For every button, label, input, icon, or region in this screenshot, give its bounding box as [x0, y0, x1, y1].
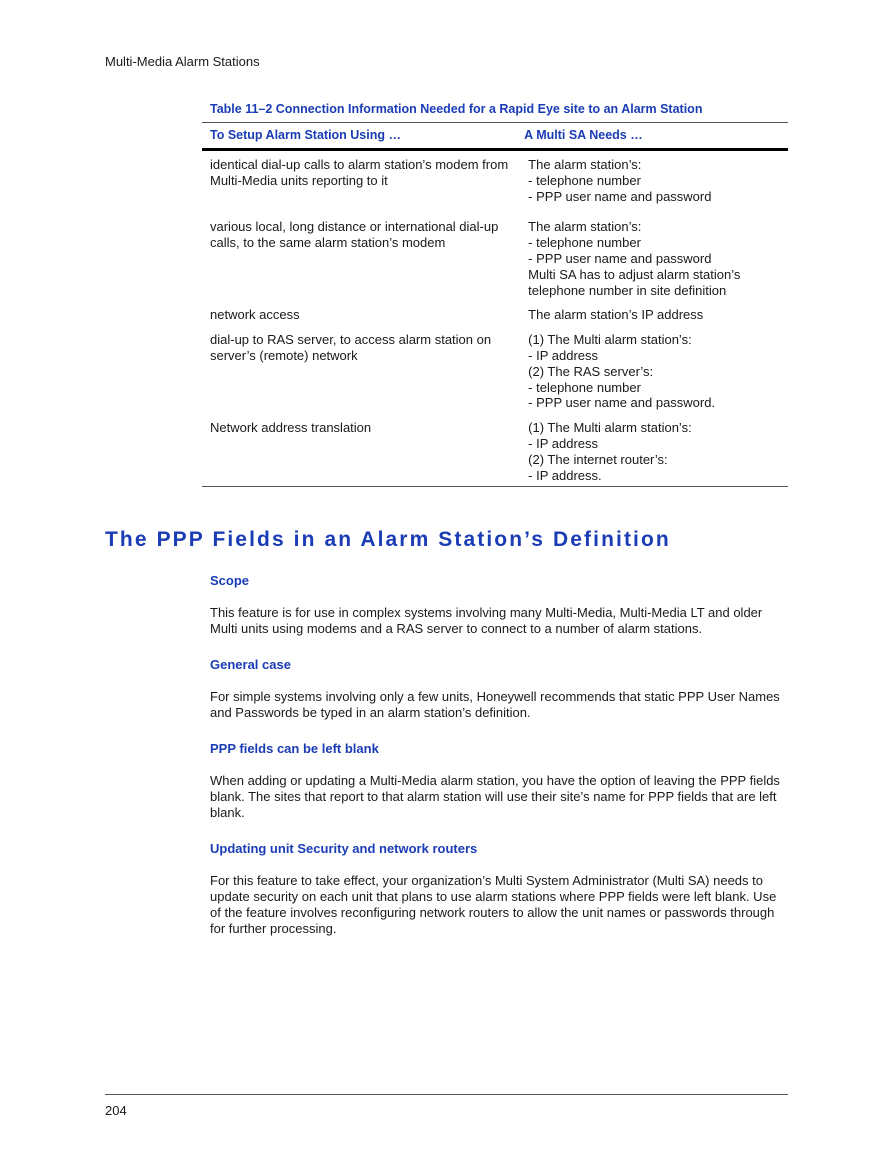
column-header-setup: To Setup Alarm Station Using …: [202, 123, 516, 150]
cell-line: - IP address: [528, 435, 599, 451]
table-header-row: [202, 123, 788, 150]
table-cell-needs: [516, 219, 788, 307]
cell-line: - telephone number: [528, 379, 641, 395]
subsection-title-scope: Scope: [210, 573, 250, 588]
connection-info-table: [202, 122, 788, 487]
cell-line: - telephone number: [528, 172, 641, 188]
table-row: [202, 150, 788, 220]
subsection-title-general-case: General case: [210, 657, 291, 672]
cell-line: The alarm station’s IP address: [528, 307, 704, 323]
running-header: Multi-Media Alarm Stations: [105, 54, 260, 69]
cell-line: calls, to the same alarm station’s modem: [210, 235, 446, 251]
cell-line: - PPP user name and password: [528, 188, 712, 204]
cell-line: (1) The Multi alarm station’s:: [528, 420, 692, 436]
cell-line: The alarm station’s:: [528, 219, 642, 235]
subsection-text-general-case: For simple systems involving only a few units, Honeywell recommends that static PPP User Names and Passwords be typed in an alarm station’s definition.: [210, 689, 780, 720]
table-title: Table 11–2 Connection Information Needed for a Rapid Eye site to an Alarm Station: [210, 102, 703, 116]
table-body: [202, 150, 788, 487]
cell-line: - PPP user name and password: [528, 250, 712, 266]
cell-line: The alarm station’s:: [528, 157, 642, 172]
column-header-needs: A Multi SA Needs …: [516, 123, 788, 150]
table-cell-needs: [516, 307, 788, 332]
subsection-text-ppp-fields-blank: When adding or updating a Multi-Media alarm station, you have the option of leaving the PPP fields blank. The sites that report to that alarm station will use their site’s name for PPP fields that are left blank.: [210, 773, 780, 820]
subsection-text-updating-security: For this feature to take effect, your organization’s Multi System Administrator (Multi SA) needs to update security on each unit that plans to use alarm stations where PPP fields were left blank. Use of the feature involves reconfiguring network routers to allow the unit names or passwords through for further processing.: [210, 873, 777, 936]
subsection-title-updating-security: Updating unit Security and network routers: [210, 841, 478, 856]
cell-line: (2) The internet router’s:: [528, 451, 668, 467]
cell-line: - telephone number: [528, 235, 641, 251]
page-number: 204: [105, 1103, 127, 1118]
cell-line: - PPP user name and password.: [528, 395, 716, 411]
table-cell-setup: [202, 219, 516, 307]
table-cell-needs: [516, 332, 788, 420]
table-cell-setup: [202, 420, 516, 487]
cell-line: Network address translation: [210, 420, 372, 436]
footer-rule: [105, 1094, 788, 1095]
table-cell-setup: [202, 307, 516, 332]
cell-line: - IP address.: [528, 467, 602, 483]
section-heading: The PPP Fields in an Alarm Station’s Definition: [105, 528, 671, 551]
table-row: [202, 332, 788, 420]
cell-line: (1) The Multi alarm station’s:: [528, 332, 692, 348]
cell-line: - IP address: [528, 347, 599, 363]
connection-info-table-block: [202, 102, 788, 487]
table-cell-setup: [202, 332, 516, 420]
cell-line: telephone number in site definition: [528, 282, 727, 298]
subsection-title-ppp-fields-blank: PPP fields can be left blank: [210, 741, 379, 756]
cell-line: network access: [210, 307, 300, 323]
table-row: [202, 219, 788, 307]
table-row: [202, 307, 788, 332]
cell-line: various local, long distance or international dial-up: [210, 219, 499, 235]
table-cell-setup: [202, 150, 516, 220]
table-cell-needs: [516, 150, 788, 220]
cell-line: dial-up to RAS server, to access alarm station on: [210, 332, 492, 348]
cell-line: Multi-Media units reporting to it: [210, 172, 388, 188]
cell-line: server’s (remote) network: [210, 347, 358, 363]
table-cell-needs: [516, 420, 788, 487]
subsection-text-scope: This feature is for use in complex systems involving many Multi-Media, Multi-Media LT and older Multi units using modems and a RAS server to connect to a number of alarm stations.: [210, 605, 763, 636]
cell-line: identical dial-up calls to alarm station’s modem from: [210, 157, 509, 172]
cell-line: (2) The RAS server’s:: [528, 363, 654, 379]
table-row: [202, 420, 788, 487]
cell-line: Multi SA has to adjust alarm station’s: [528, 266, 741, 282]
